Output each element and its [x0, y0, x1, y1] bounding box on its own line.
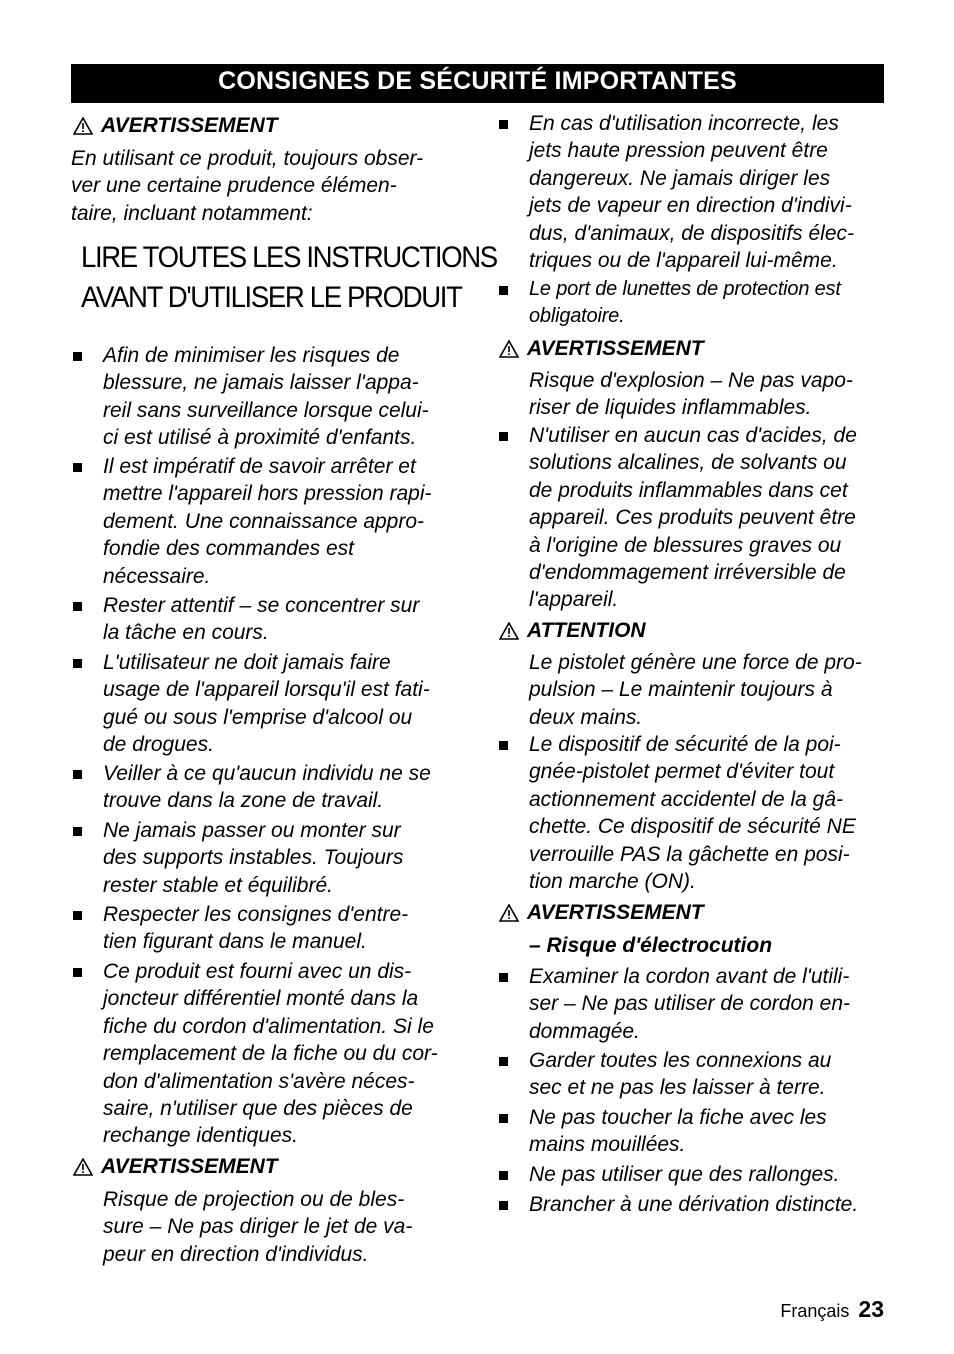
text-line: Ne jamais passer ou monter sur — [103, 819, 401, 842]
warning-heading-1 — [73, 113, 278, 142]
warning-triangle-icon — [73, 116, 93, 142]
page-number: 23 — [858, 1296, 884, 1322]
square-bullet-icon — [73, 463, 82, 472]
text-line: Garder toutes les connexions au — [529, 1049, 832, 1072]
text-line: dus, d'animaux, de dispositifs élec- — [529, 221, 855, 245]
text-line: Le pistolet génère une force de pro- — [529, 651, 862, 674]
text-line: peur en direction d'individus. — [103, 1242, 369, 1266]
text-line: don d'alimentation s'avère néces- — [103, 1069, 415, 1093]
text-line: l'appareil. — [529, 588, 619, 612]
text-line: à l'origine de blessures graves ou — [529, 533, 842, 557]
text-line: Il est impératif de savoir arrêter et — [103, 455, 416, 478]
text-line: Le dispositif de sécurité de la poi- — [529, 733, 841, 756]
section-title: CONSIGNES DE SÉCURITÉ IMPORTANTES — [218, 67, 737, 95]
text-line: chette. Ce dispositif de sécurité NE — [529, 815, 856, 839]
text-line: gué ou sous l'emprise d'alcool ou — [103, 705, 413, 729]
text-line: sure – Ne pas diriger le jet de va- — [103, 1215, 413, 1239]
text-line: jets de vapeur en direction d'indivi- — [529, 194, 852, 218]
text-line: Afin de minimiser les risques de — [103, 344, 400, 367]
text-line: ser – Ne pas utiliser de cordon en- — [529, 992, 850, 1016]
square-bullet-icon — [73, 602, 82, 611]
text-line: mains mouillées. — [529, 1133, 686, 1157]
warning-2-text — [103, 1186, 466, 1268]
square-bullet-icon — [499, 741, 508, 750]
text-line: obligatoire. — [529, 305, 625, 328]
electrocution-subheading: – Risque d'électrocution — [529, 934, 773, 957]
footer-language: Français — [780, 1301, 850, 1321]
text-line: trouve dans la zone de travail. — [103, 789, 384, 813]
text-line: verrouille PAS la gâchette en posi- — [529, 842, 850, 866]
text-line: blessure, ne jamais laisser l'appa- — [103, 371, 419, 395]
text-line: fiche du cordon d'alimentation. Si le — [103, 1014, 434, 1038]
text-line: Le port de lunettes de protection est — [529, 278, 841, 300]
text-line: Examiner la cordon avant de l'utili- — [529, 965, 850, 988]
read-instructions-title — [81, 238, 497, 318]
square-bullet-icon — [73, 968, 82, 977]
square-bullet-icon — [499, 120, 508, 129]
text-line: Risque de projection ou de bles- — [103, 1188, 405, 1211]
square-bullet-icon — [73, 827, 82, 836]
warning-label: AVERTISSEMENT — [101, 114, 278, 137]
text-line: riser de liquides inflammables. — [529, 396, 812, 420]
text-line: ci est utilisé à proximité d'enfants. — [103, 426, 417, 450]
text-line: dommagée. — [529, 1019, 640, 1043]
warning-triangle-icon — [499, 621, 519, 647]
text-line: des supports instables. Toujours — [103, 846, 404, 870]
text-line: ver une certaine prudence élémen- — [71, 174, 397, 198]
square-bullet-icon — [499, 1201, 508, 1210]
text-line: Veiller à ce qu'aucun individu ne se — [103, 762, 431, 785]
warning-triangle-icon — [499, 339, 519, 365]
page-footer — [780, 1296, 884, 1323]
section-header-bar — [71, 64, 884, 103]
text-line: dement. Une connaissance appro- — [103, 509, 425, 533]
text-line: tien figurant dans le manuel. — [103, 930, 367, 954]
text-line: tion marche (ON). — [529, 870, 696, 894]
title-line: AVANT D'UTILISER LE PRODUIT — [81, 281, 462, 314]
square-bullet-icon — [499, 1057, 508, 1066]
text-line: mettre l'appareil hors pression rapi- — [103, 482, 432, 506]
square-bullet-icon — [73, 659, 82, 668]
attention-text — [529, 649, 889, 731]
text-line: solutions alcalines, de solvants ou — [529, 451, 847, 475]
text-line: En utilisant ce produit, toujours obser- — [71, 147, 424, 170]
square-bullet-icon — [499, 973, 508, 982]
attention-heading — [499, 618, 646, 647]
warning-label: AVERTISSEMENT — [101, 1155, 278, 1178]
warning-3-text — [529, 367, 889, 422]
square-bullet-icon — [499, 1114, 508, 1123]
square-bullet-icon — [499, 432, 508, 441]
warning-1-text — [71, 145, 466, 227]
title-line: LIRE TOUTES LES INSTRUCTIONS — [81, 241, 497, 274]
warning-triangle-icon — [499, 903, 519, 929]
text-line: Ne pas utiliser que des rallonges. — [529, 1163, 840, 1186]
text-line: Ce produit est fourni avec un dis- — [103, 960, 412, 983]
text-line: Respecter les consignes d'entre- — [103, 903, 409, 926]
text-line: joncteur différentiel monté dans la — [103, 987, 419, 1011]
text-line: de produits inflammables dans cet — [529, 478, 848, 502]
text-line: Ne pas toucher la fiche avec les — [529, 1106, 827, 1129]
text-line: pulsion – Le maintenir toujours à — [529, 678, 833, 702]
text-line: remplacement de la fiche ou du cor- — [103, 1042, 438, 1066]
text-line: fondie des commandes est — [103, 537, 354, 561]
warning-heading-3 — [499, 336, 704, 365]
text-line: En cas d'utilisation incorrecte, les — [529, 112, 839, 135]
text-line: usage de l'appareil lorsqu'il est fati- — [103, 678, 430, 702]
text-line: de drogues. — [103, 733, 214, 757]
warning-heading-2 — [73, 1154, 278, 1183]
text-line: appareil. Ces produits peuvent être — [529, 506, 856, 530]
text-line: nécessaire. — [103, 564, 211, 588]
text-line: reil sans surveillance lorsque celui- — [103, 398, 429, 422]
warning-heading-4 — [499, 900, 704, 929]
text-line: saire, n'utiliser que des pièces de — [103, 1097, 413, 1121]
text-line: la tâche en cours. — [103, 621, 269, 645]
text-line: jets haute pression peuvent être — [529, 139, 828, 163]
warning-label: AVERTISSEMENT — [527, 901, 704, 924]
attention-label: ATTENTION — [527, 619, 646, 642]
text-line: deux mains. — [529, 705, 643, 729]
square-bullet-icon — [499, 286, 508, 295]
square-bullet-icon — [73, 770, 82, 779]
text-line: rester stable et équilibré. — [103, 873, 333, 897]
text-line: N'utiliser en aucun cas d'acides, de — [529, 424, 857, 447]
warning-triangle-icon — [73, 1157, 93, 1183]
square-bullet-icon — [73, 352, 82, 361]
text-line: gnée-pistolet permet d'éviter tout — [529, 760, 835, 784]
text-line: Risque d'explosion – Ne pas vapo- — [529, 369, 853, 392]
text-line: triques ou de l'appareil lui-même. — [529, 249, 838, 273]
text-line: rechange identiques. — [103, 1124, 298, 1148]
text-line: Rester attentif – se concentrer sur — [103, 594, 420, 617]
text-line: d'endommagement irréversible de — [529, 561, 846, 585]
text-line: Brancher à une dérivation distincte. — [529, 1193, 859, 1216]
square-bullet-icon — [73, 911, 82, 920]
square-bullet-icon — [499, 1171, 508, 1180]
warning-label: AVERTISSEMENT — [527, 337, 704, 360]
text-line: dangereux. Ne jamais diriger les — [529, 166, 831, 190]
text-line: taire, incluant notamment: — [71, 201, 313, 225]
text-line: sec et ne pas les laisser à terre. — [529, 1076, 826, 1100]
text-line: L'utilisateur ne doit jamais faire — [103, 651, 391, 674]
text-line: actionnement accidentel de la gâ- — [529, 787, 844, 811]
